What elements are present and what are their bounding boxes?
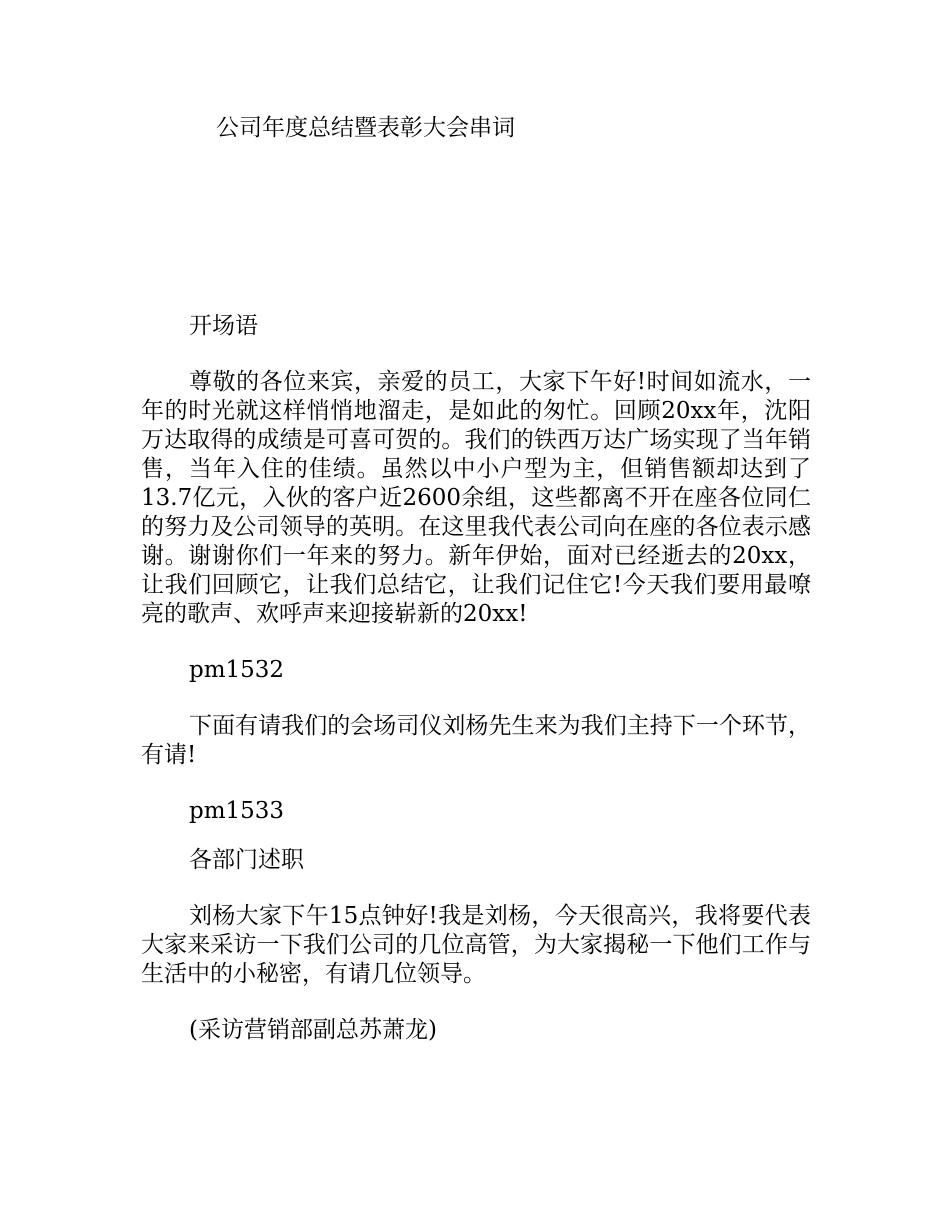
section-heading-opening: 开场语 [189,313,258,339]
interview-note-paragraph: (采访营销部副总苏萧龙) [189,1017,437,1043]
section-heading-department-reports: 各部门述职 [189,847,304,873]
host-greeting-paragraph: 刘杨大家下午15点钟好!我是刘杨，今天很高兴，我将要代表大家来采访一下我们公司的几位高管，为大家揭秘一下他们工作与生活中的小秘密，有请几位领导。 [141,903,811,987]
opening-speech-paragraph: 尊敬的各位来宾，亲爱的员工，大家下午好!时间如流水，一年的时光就这样悄悄地溜走，是如此的匆忙。回顾20xx年，沈阳万达取得的成绩是可喜可贺的。我们的铁西万达广场实现了当年销售，当年入住的佳绩。虽然以中小户型为主，但销售额却达到了13.7亿元，入伙的客户近2600余组，这些都离不开在座各位同仁的努力及公司领导的英明。在这里我代表公司向在座的各位表示感谢。谢谢你们一年来的努力。新年伊始，面对已经逝去的20xx，让我们回顾它，让我们总结它，让我们记住它!今天我们要用最嘹亮的歌声、欢呼声来迎接崭新的20xx! [141,369,811,627]
host-invitation-paragraph: 下面有请我们的会场司仪刘杨先生来为我们主持下一个环节，有请! [141,713,811,768]
document-title: 公司年度总结暨表彰大会串词 [216,115,515,141]
time-marker-pm1532: pm1532 [189,657,285,683]
document-body [141,312,811,1072]
time-marker-pm1533: pm1533 [189,798,285,824]
